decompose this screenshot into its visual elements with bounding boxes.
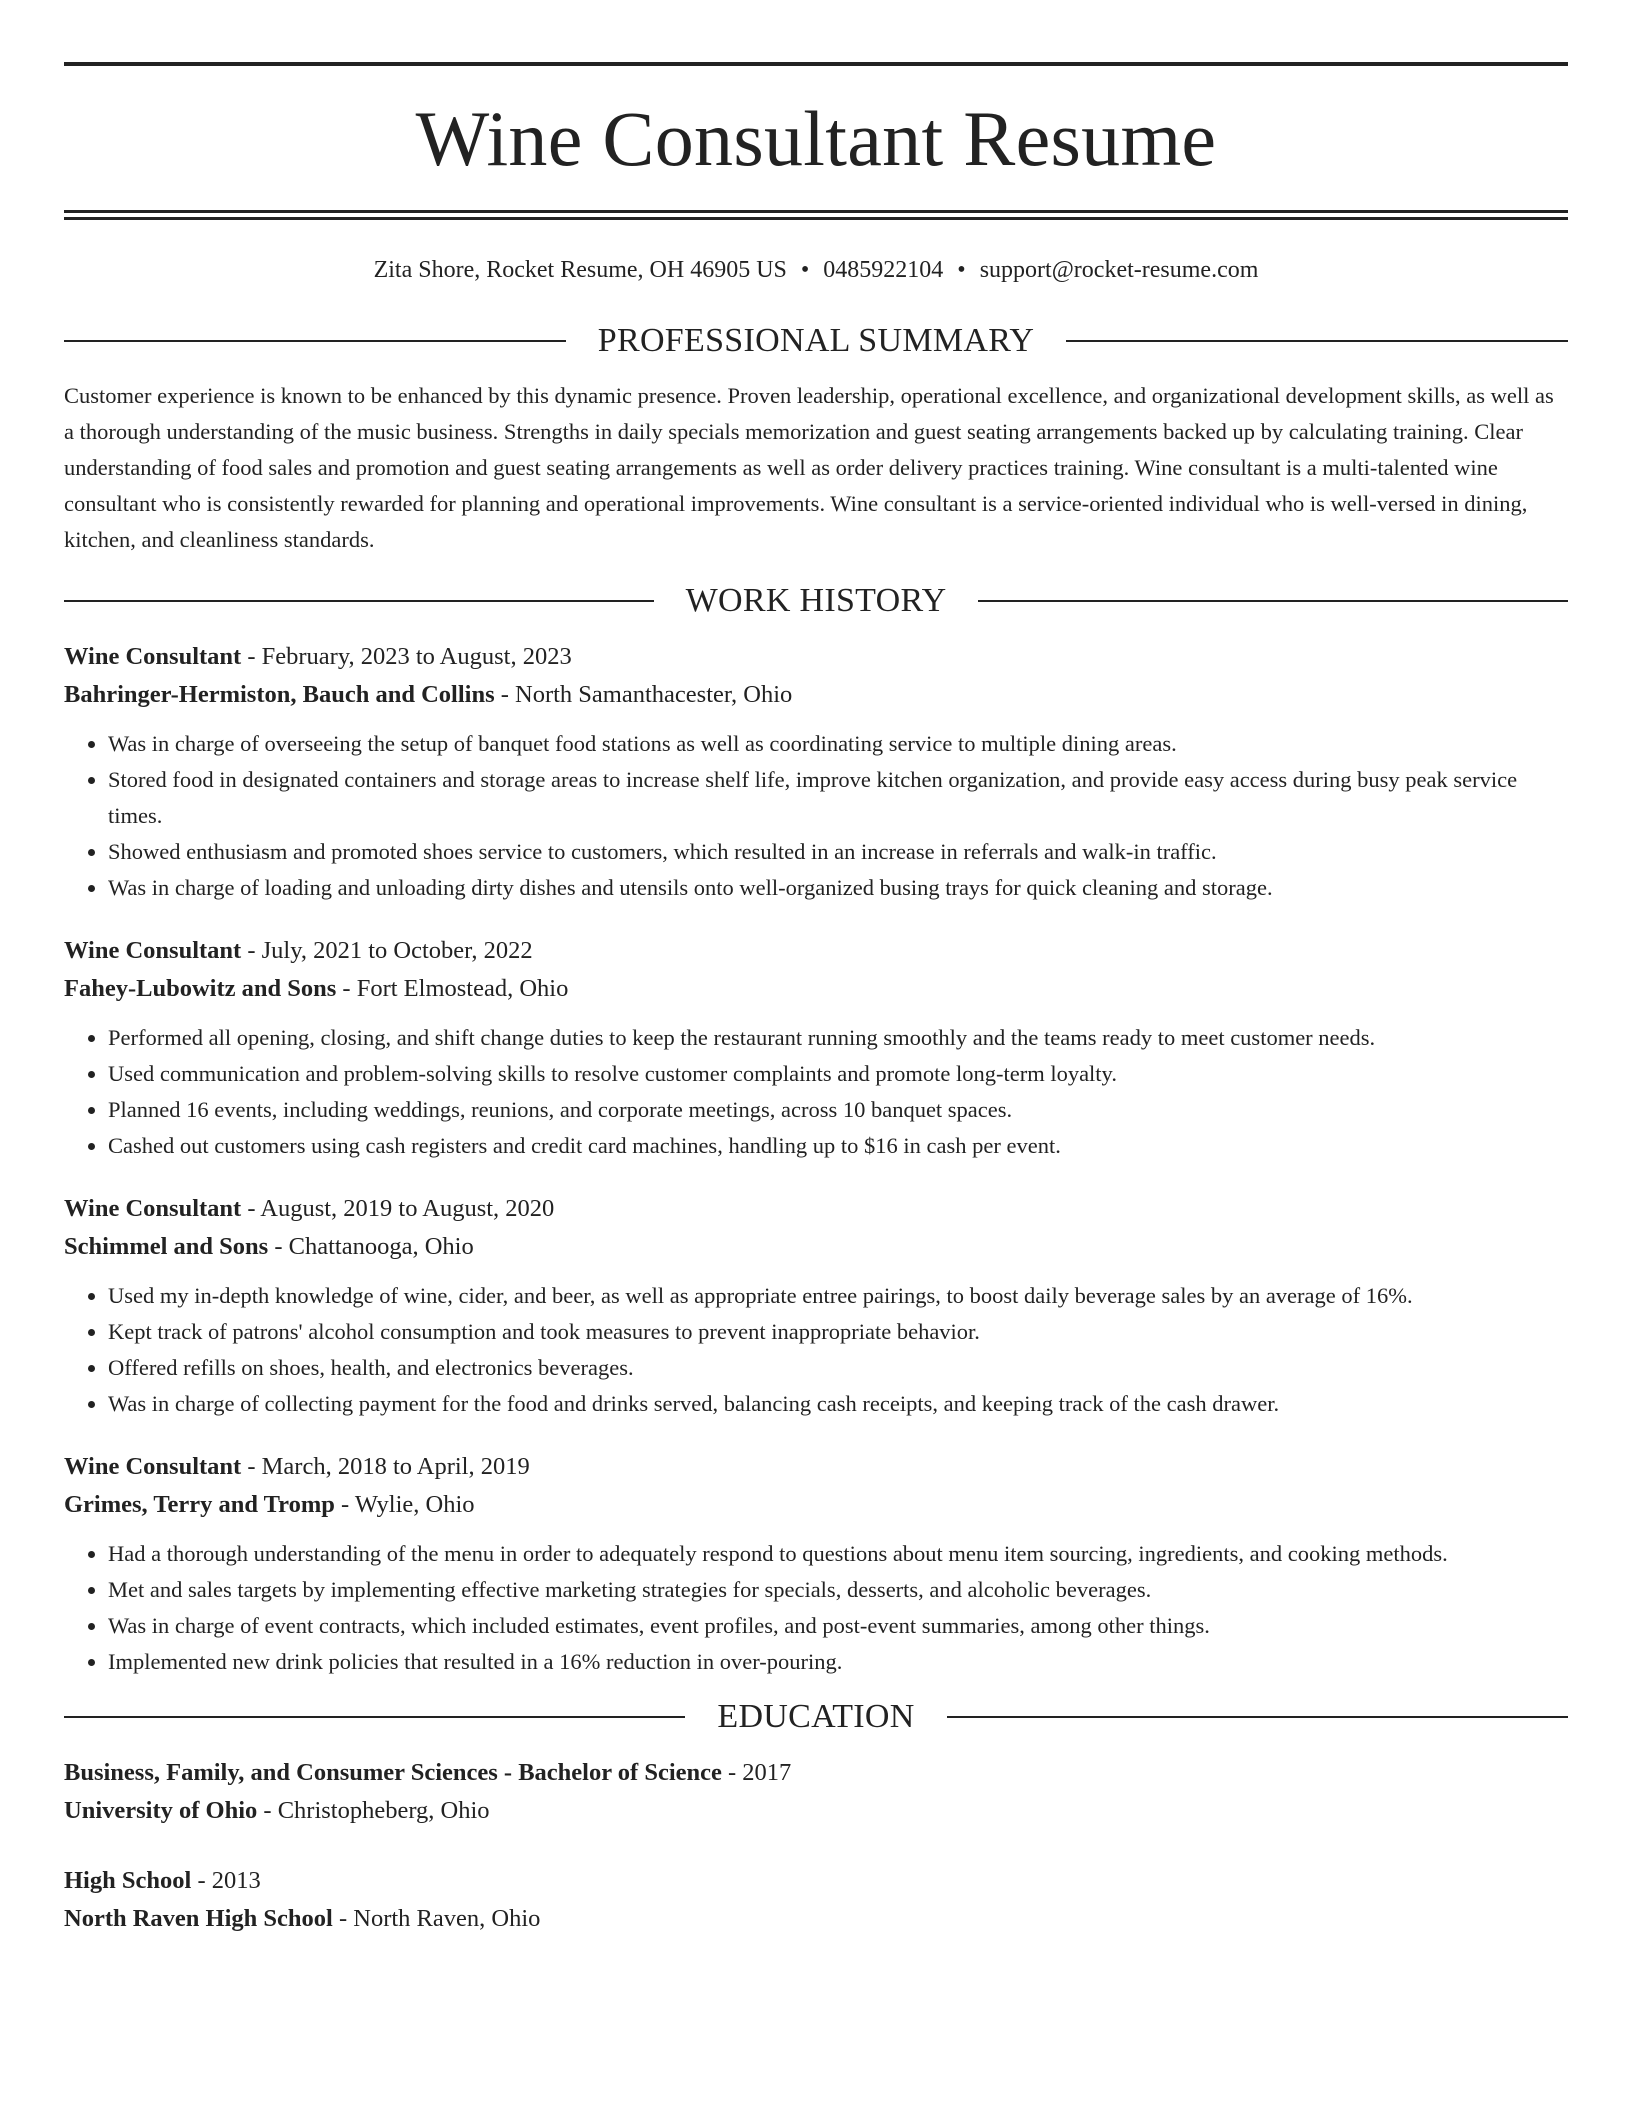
job-dates: - July, 2021 to October, 2022 xyxy=(247,937,533,964)
job-bullet: • Met and sales targets by implementing effective marketing strategies for specials, desserts, and alcoholic beverages. xyxy=(108,1572,1568,1608)
education-heading: EDUCATION xyxy=(717,1698,915,1735)
job-bullet: • Was in charge of overseeing the setup of banquet food stations as well as coordinating service to multiple dining areas. xyxy=(108,726,1568,762)
summary-section-header xyxy=(64,324,1568,358)
job-company-line xyxy=(64,970,1568,1008)
education-section-header xyxy=(64,1700,1568,1734)
education-degree: High School xyxy=(64,1867,192,1894)
contact-separator: • xyxy=(800,257,810,283)
section-rule xyxy=(947,1716,1568,1718)
education-school-line xyxy=(64,1792,1568,1830)
job-location: - Chattanooga, Ohio xyxy=(274,1233,474,1260)
job-location: - North Samanthacester, Ohio xyxy=(500,681,793,708)
job-title-line xyxy=(64,638,1568,676)
job-bullet: • Used my in-depth knowledge of wine, cider, and beer, as well as appropriate entree pairings, to boost daily beverage sales by an average of 16%. xyxy=(108,1278,1568,1314)
job-entry xyxy=(64,932,1568,1164)
job-dates: - August, 2019 to August, 2020 xyxy=(247,1195,555,1222)
education-degree-line xyxy=(64,1754,1568,1792)
job-entry xyxy=(64,1448,1568,1680)
job-bullet: • Cashed out customers using cash registers and credit card machines, handling up to $16 in cash per event. xyxy=(108,1128,1568,1164)
job-bullet: • Offered refills on shoes, health, and electronics beverages. xyxy=(108,1350,1568,1386)
section-rule xyxy=(64,1716,685,1718)
job-bullet: • Was in charge of loading and unloading dirty dishes and utensils onto well-organized busing trays for quick cleaning and storage. xyxy=(108,870,1568,906)
education-degree-line xyxy=(64,1862,1568,1900)
top-rule xyxy=(64,62,1568,66)
job-dates: - March, 2018 to April, 2019 xyxy=(247,1453,530,1480)
job-bullet: • Performed all opening, closing, and shift change duties to keep the restaurant running smoothly and the teams ready to meet customer needs. xyxy=(108,1020,1568,1056)
section-rule xyxy=(1066,340,1568,342)
contact-email: support@rocket-resume.com xyxy=(979,257,1259,283)
contact-separator: • xyxy=(957,257,966,283)
job-title: Wine Consultant xyxy=(64,1453,242,1480)
job-bullet: • Showed enthusiasm and promoted shoes service to customers, which resulted in an increase in referrals and walk-in traffic. xyxy=(108,834,1568,870)
work-heading: WORK HISTORY xyxy=(685,582,947,619)
section-rule xyxy=(64,600,654,602)
job-entry xyxy=(64,1190,1568,1422)
job-company-line xyxy=(64,676,1568,714)
job-company: Bahringer-Hermiston, Bauch and Collins xyxy=(64,681,495,708)
education-degree: Business, Family, and Consumer Sciences - Bachelor of Science xyxy=(64,1759,722,1786)
job-bullet: • Kept track of patrons' alcohol consumption and took measures to prevent inappropriate behavior. xyxy=(108,1314,1568,1350)
work-history-list xyxy=(64,638,1568,1680)
job-title: Wine Consultant xyxy=(64,1195,242,1222)
job-dates: - February, 2023 to August, 2023 xyxy=(247,643,572,670)
job-bullet: • Had a thorough understanding of the menu in order to adequately respond to questions about menu item sourcing, ingredients, and cooking methods. xyxy=(108,1536,1568,1572)
job-bullet: • Planned 16 events, including weddings, reunions, and corporate meetings, across 10 banquet spaces. xyxy=(108,1092,1568,1128)
education-school-line xyxy=(64,1900,1568,1938)
job-title: Wine Consultant xyxy=(64,937,242,964)
page-title: Wine Consultant Resume xyxy=(415,95,1217,182)
job-bullet: • Stored food in designated containers and storage areas to increase shelf life, improve kitchen organization, and provide easy access during busy peak service times. xyxy=(108,762,1568,834)
job-company: Fahey-Lubowitz and Sons xyxy=(64,975,337,1002)
job-title-line xyxy=(64,1190,1568,1228)
job-company-line xyxy=(64,1486,1568,1524)
job-location: - Fort Elmostead, Ohio xyxy=(342,975,569,1002)
summary-heading: PROFESSIONAL SUMMARY xyxy=(597,322,1035,359)
contact-address: Zita Shore, Rocket Resume, OH 46905 US xyxy=(373,257,787,283)
job-bullet: • Was in charge of collecting payment for the food and drinks served, balancing cash receipts, and keeping track of the cash drawer. xyxy=(108,1386,1568,1422)
work-section-header xyxy=(64,584,1568,618)
job-bullet: • Implemented new drink policies that resulted in a 16% reduction in over-pouring. xyxy=(108,1644,1568,1680)
job-company: Grimes, Terry and Tromp xyxy=(64,1491,335,1518)
education-year: - 2017 xyxy=(728,1759,792,1786)
contact-line xyxy=(64,258,1568,282)
job-title: Wine Consultant xyxy=(64,643,242,670)
job-bullets xyxy=(64,1020,1568,1164)
education-entry xyxy=(64,1754,1568,1830)
job-bullet: • Used communication and problem-solving skills to resolve customer complaints and promote long-term loyalty. xyxy=(108,1056,1568,1092)
job-bullets xyxy=(64,1536,1568,1680)
job-title-line xyxy=(64,1448,1568,1486)
job-company-line xyxy=(64,1228,1568,1266)
job-entry xyxy=(64,638,1568,906)
job-bullets xyxy=(64,726,1568,906)
education-year: - 2013 xyxy=(197,1867,261,1894)
education-school: North Raven High School xyxy=(64,1905,333,1932)
section-rule xyxy=(978,600,1568,602)
education-location: - North Raven, Ohio xyxy=(338,1905,541,1932)
job-bullets xyxy=(64,1278,1568,1422)
job-bullet: • Was in charge of event contracts, which included estimates, event profiles, and post-event summaries, among other things. xyxy=(108,1608,1568,1644)
contact-phone: 0485922104 xyxy=(823,257,944,283)
job-title-line xyxy=(64,932,1568,970)
education-school: University of Ohio xyxy=(64,1797,258,1824)
summary-text: Customer experience is known to be enhanced by this dynamic presence. Proven leadership, operational excellence, and organizational development skills, as well as a thorough understanding of the music business. Strengths in daily specials memorization and guest seating arrangements backed up by calculating training. Clear understanding of food sales and promotion and guest seating arrangements as well as order delivery practices training. Wine consultant is a multi-talented wine consultant who is consistently rewarded for planning and operational improvements. Wine consultant is a service-oriented individual who is well-versed in dining, kitchen, and cleanliness standards. xyxy=(64,383,1554,552)
education-list xyxy=(64,1754,1568,1938)
education-entry xyxy=(64,1862,1568,1938)
title-double-rule xyxy=(64,210,1568,220)
job-company: Schimmel and Sons xyxy=(64,1233,269,1260)
section-rule xyxy=(64,340,566,342)
job-location: - Wylie, Ohio xyxy=(341,1491,475,1518)
education-location: - Christopheberg, Ohio xyxy=(263,1797,490,1824)
